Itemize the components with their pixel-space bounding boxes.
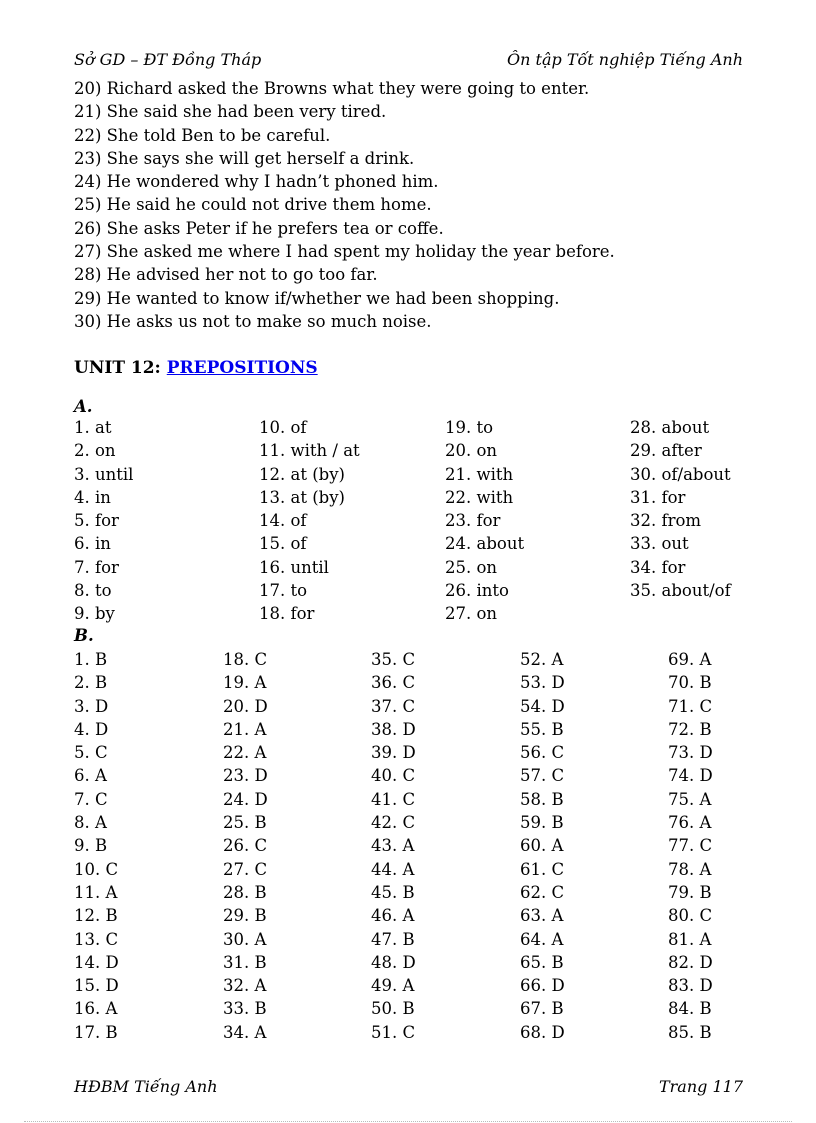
answer-item: 20. on <box>445 441 498 461</box>
answer-item: 75. A <box>668 789 712 809</box>
answer-item: 28. B <box>223 882 267 902</box>
answer-item: 63. A <box>520 906 564 926</box>
answer-item: 13. C <box>74 929 119 949</box>
answer-item: 80. C <box>668 906 713 926</box>
answer-item: 29. B <box>223 906 267 926</box>
answer-item: 38. D <box>371 719 416 739</box>
answer-item: 17. to <box>259 581 308 601</box>
answer-item: 25. on <box>445 557 498 577</box>
answer-item: 27. on <box>445 604 498 624</box>
section-b-label: B. <box>74 626 94 645</box>
answer-item: 15. D <box>74 976 119 996</box>
answer-item: 69. A <box>668 650 712 669</box>
answer-item: 83. D <box>668 976 713 996</box>
page-header <box>74 50 743 74</box>
answer-item: 4. D <box>74 719 109 739</box>
answer-item: 51. C <box>371 1022 416 1042</box>
answer-item: 6. in <box>74 534 111 554</box>
answer-item: 27. C <box>223 859 268 879</box>
answer-item: 70. B <box>668 673 712 693</box>
answer-item: 8. A <box>74 813 107 833</box>
answer-item: 85. B <box>668 1022 712 1042</box>
answer-item: 25. B <box>223 813 267 833</box>
unit-number: UNIT 12: <box>74 358 167 378</box>
answer-sentence: 23) She says she will get herself a drink. <box>74 148 415 168</box>
answer-item: 17. B <box>74 1022 118 1042</box>
header-course-title: Ôn tập Tốt nghiệp Tiếng Anh <box>507 50 743 69</box>
answer-item: 59. B <box>520 813 564 833</box>
answer-item: 18. C <box>223 650 268 669</box>
answer-item: 19. A <box>223 673 267 693</box>
answer-item: 8. to <box>74 581 112 601</box>
answer-item: 3. until <box>74 464 134 484</box>
answer-item: 26. into <box>445 581 509 601</box>
footer-divider <box>24 1121 792 1122</box>
answer-sentence: 24) He wondered why I hadn’t phoned him. <box>74 172 439 192</box>
answer-column <box>74 416 133 626</box>
unit-title-link[interactable]: PREPOSITIONS <box>166 358 318 378</box>
answer-item: 48. D <box>371 952 416 972</box>
section-a-label: A. <box>74 397 93 416</box>
answer-item: 50. B <box>371 999 415 1019</box>
answer-item: 47. B <box>371 929 415 949</box>
answer-item: 65. B <box>520 952 564 972</box>
answer-item: 54. D <box>520 696 565 716</box>
answer-item: 34. A <box>223 1022 267 1042</box>
answer-item: 24. D <box>223 789 268 809</box>
answer-item: 31. B <box>223 952 267 972</box>
answer-column <box>371 648 416 1044</box>
answer-item: 41. C <box>371 789 416 809</box>
page-footer <box>74 1077 743 1101</box>
answer-item: 9. B <box>74 836 108 856</box>
answer-item: 39. D <box>371 743 416 763</box>
answer-item: 14. D <box>74 952 119 972</box>
answer-item: 21. with <box>445 464 514 484</box>
answer-item: 61. C <box>520 859 565 879</box>
answer-item: 82. D <box>668 952 713 972</box>
answer-item: 32. A <box>223 976 267 996</box>
answer-item: 20. D <box>223 696 268 716</box>
answer-item: 21. A <box>223 719 267 739</box>
answer-item: 72. B <box>668 719 712 739</box>
answer-item: 7. C <box>74 789 108 809</box>
answer-item: 16. until <box>259 557 329 577</box>
answer-item: 45. B <box>371 882 415 902</box>
answer-sentence: 26) She asks Peter if he prefers tea or coffe. <box>74 218 444 238</box>
answer-sentence: 28) He advised her not to go too far. <box>74 265 378 285</box>
answer-item: 44. A <box>371 859 415 879</box>
answer-item: 22. A <box>223 743 267 763</box>
answer-column <box>520 648 565 1044</box>
answer-sentences-list <box>74 77 615 333</box>
answer-item: 23. D <box>223 766 268 786</box>
answer-item: 18. for <box>259 604 315 624</box>
answer-item: 33. out <box>630 534 689 554</box>
answer-item: 14. of <box>259 511 307 531</box>
answer-item: 11. A <box>74 882 118 902</box>
answer-sentence: 27) She asked me where I had spent my holiday the year before. <box>74 242 615 262</box>
answer-item: 30. A <box>223 929 267 949</box>
answer-item: 43. A <box>371 836 415 856</box>
answer-item: 29. after <box>630 441 702 461</box>
answer-item: 3. D <box>74 696 109 716</box>
answer-item: 74. D <box>668 766 713 786</box>
answer-item: 49. A <box>371 976 415 996</box>
answer-item: 9. by <box>74 604 115 624</box>
answer-item: 42. C <box>371 813 416 833</box>
answer-item: 34. for <box>630 557 686 577</box>
answer-item: 78. A <box>668 859 712 879</box>
header-department: Sở GD – ĐT Đồng Tháp <box>74 50 262 69</box>
answer-item: 15. of <box>259 534 307 554</box>
answer-item: 19. to <box>445 418 494 437</box>
answer-item: 79. B <box>668 882 712 902</box>
answer-item: 32. from <box>630 511 702 531</box>
answer-column <box>223 648 268 1044</box>
unit-heading <box>74 358 318 378</box>
answer-item: 26. C <box>223 836 268 856</box>
answer-item: 36. C <box>371 673 416 693</box>
answer-item: 55. B <box>520 719 564 739</box>
answer-item: 2. on <box>74 441 116 461</box>
answer-item: 40. C <box>371 766 416 786</box>
answer-item: 16. A <box>74 999 118 1019</box>
answer-item: 46. A <box>371 906 415 926</box>
answer-item: 62. C <box>520 882 565 902</box>
answer-sentence: 21) She said she had been very tired. <box>74 102 387 122</box>
answer-item: 56. C <box>520 743 565 763</box>
answer-item: 58. B <box>520 789 564 809</box>
answer-item: 64. A <box>520 929 564 949</box>
answer-item: 13. at (by) <box>259 487 345 507</box>
answer-item: 10. of <box>259 418 307 437</box>
answer-item: 35. C <box>371 650 416 669</box>
answer-column <box>630 416 731 602</box>
answer-item: 23. for <box>445 511 501 531</box>
answer-item: 67. B <box>520 999 564 1019</box>
answer-item: 10. C <box>74 859 119 879</box>
answer-item: 2. B <box>74 673 108 693</box>
answer-item: 4. in <box>74 487 111 507</box>
answer-column <box>668 648 713 1044</box>
answer-item: 6. A <box>74 766 107 786</box>
answer-item: 60. A <box>520 836 564 856</box>
answer-item: 31. for <box>630 487 686 507</box>
answer-item: 12. B <box>74 906 118 926</box>
answer-sentence: 25) He said he could not drive them home. <box>74 195 432 215</box>
answer-item: 76. A <box>668 813 712 833</box>
answer-item: 68. D <box>520 1022 565 1042</box>
answer-sentence: 30) He asks us not to make so much noise. <box>74 311 432 331</box>
answer-column <box>445 416 524 626</box>
answer-item: 12. at (by) <box>259 464 345 484</box>
answer-item: 33. B <box>223 999 267 1019</box>
answer-item: 57. C <box>520 766 565 786</box>
answer-sentence: 29) He wanted to know if/whether we had been shopping. <box>74 288 560 308</box>
answer-item: 7. for <box>74 557 119 577</box>
answer-item: 35. about/of <box>630 581 731 601</box>
page-number: Trang 117 <box>658 1077 743 1096</box>
answer-item: 28. about <box>630 418 710 437</box>
answer-sentence: 20) Richard asked the Browns what they were going to enter. <box>74 79 590 98</box>
answer-item: 5. for <box>74 511 119 531</box>
answer-item: 71. C <box>668 696 713 716</box>
answer-column <box>74 648 119 1044</box>
answer-item: 24. about <box>445 534 525 554</box>
answer-item: 1. at <box>74 418 112 437</box>
answer-item: 81. A <box>668 929 712 949</box>
answer-item: 73. D <box>668 743 713 763</box>
answer-item: 11. with / at <box>259 441 360 461</box>
answer-item: 53. D <box>520 673 565 693</box>
answer-item: 1. B <box>74 650 108 669</box>
footer-group: HĐBM Tiếng Anh <box>74 1077 218 1096</box>
answer-item: 84. B <box>668 999 712 1019</box>
answer-item: 30. of/about <box>630 464 731 484</box>
answer-item: 5. C <box>74 743 108 763</box>
answer-item: 37. C <box>371 696 416 716</box>
answer-column <box>259 416 360 626</box>
answer-item: 66. D <box>520 976 565 996</box>
answer-item: 22. with <box>445 487 514 507</box>
answer-sentence: 22) She told Ben to be careful. <box>74 125 331 145</box>
answer-item: 77. C <box>668 836 713 856</box>
answer-item: 52. A <box>520 650 564 669</box>
